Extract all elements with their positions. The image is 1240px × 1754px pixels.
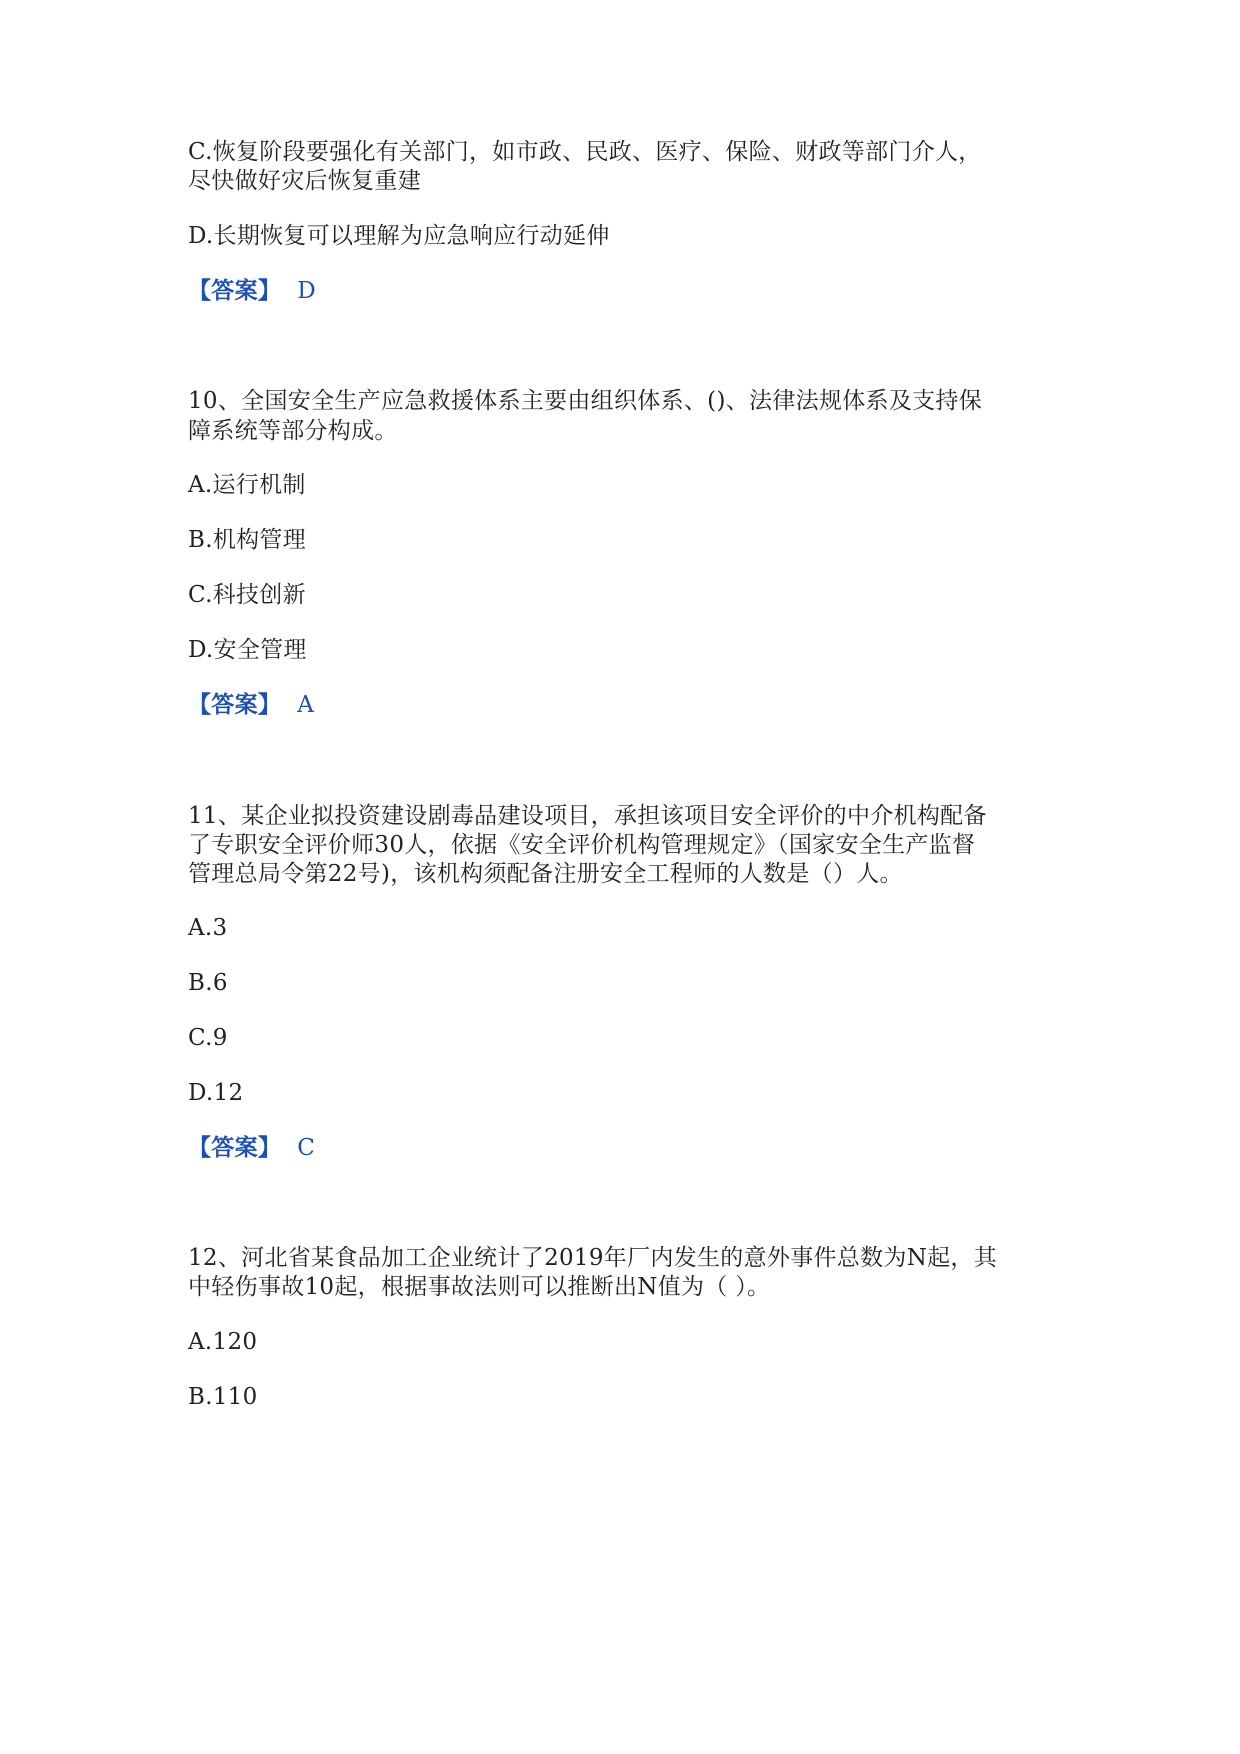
- q11-stem-line1: 11、某企业拟投资建设剧毒品建设项目，承担该项目安全评价的中介机构配备: [188, 803, 987, 829]
- q11-stem-line2: 了专职安全评价师30人，依据《安全评价机构管理规定》（国家安全生产监督: [188, 832, 976, 858]
- answer-label: 【答案】: [188, 691, 282, 718]
- q10-option-c: C.科技创新: [188, 582, 306, 608]
- q10-stem-line1: 10、全国安全生产应急救援体系主要由组织体系、()、法律法规体系及支持保: [188, 388, 983, 414]
- q10-stem-line2: 障系统等部分构成。: [188, 418, 398, 444]
- q11-option-d: D.12: [188, 1080, 244, 1106]
- q12-stem-line2: 中轻伤事故10起，根据事故法则可以推断出N值为（ ）。: [188, 1274, 771, 1300]
- q10-answer: [188, 689, 1068, 721]
- q11-option-a: A.3: [188, 915, 228, 941]
- q11-answer: [188, 1132, 1068, 1164]
- q10-option-b: B.机构管理: [188, 527, 307, 553]
- answer-value: C: [297, 1135, 316, 1161]
- q12-option-b: B.110: [188, 1384, 258, 1410]
- q9-option-c-line1: C.恢复阶段要强化有关部门，如市政、民政、医疗、保险、财政等部门介人，: [188, 139, 982, 165]
- q10-option-a: A.运行机制: [188, 472, 306, 498]
- q9-answer: [188, 275, 1068, 307]
- answer-value: D: [297, 278, 316, 304]
- q9-option-d: D.长期恢复可以理解为应急响应行动延伸: [188, 223, 610, 249]
- answer-value: A: [297, 692, 315, 718]
- q12-stem-line1: 12、河北省某食品加工企业统计了2019年厂内发生的意外事件总数为N起，其: [188, 1245, 998, 1271]
- answer-label: 【答案】: [188, 277, 282, 304]
- q11-option-c: C.9: [188, 1025, 228, 1051]
- q9-option-c-line2: 尽快做好灾后恢复重建: [188, 168, 421, 194]
- q12-option-a: A.120: [188, 1329, 258, 1355]
- q11-stem-line3: 管理总局令第22号)，该机构须配备注册安全工程师的人数是（）人。: [188, 861, 903, 887]
- answer-label: 【答案】: [188, 1134, 282, 1161]
- q11-option-b: B.6: [188, 970, 228, 996]
- q10-option-d: D.安全管理: [188, 637, 307, 663]
